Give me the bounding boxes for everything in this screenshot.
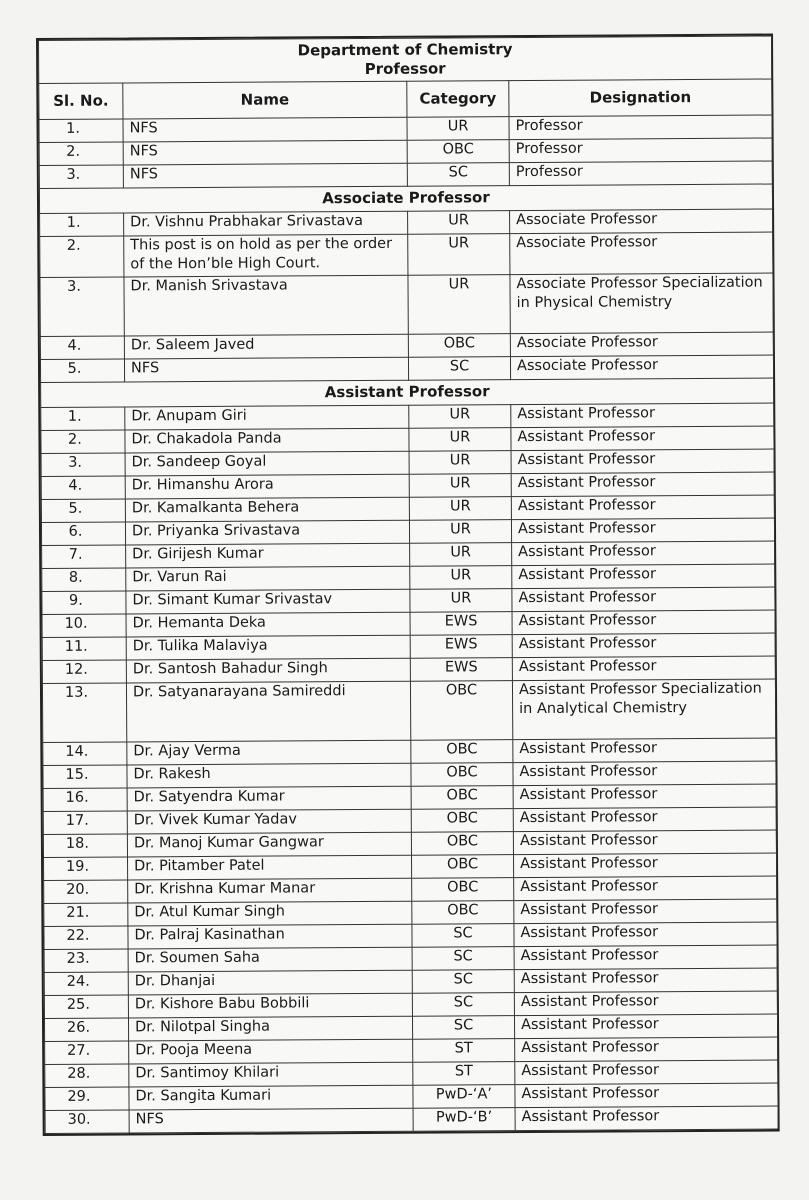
- cell-sl-no: 13.: [42, 683, 126, 743]
- cell-sl-no: 4.: [40, 336, 124, 360]
- cell-designation: Assistant Professor: [512, 656, 775, 681]
- cell-sl-no: 3.: [39, 165, 123, 189]
- cell-sl-no: 14.: [43, 742, 127, 766]
- header-category: Category: [407, 81, 509, 118]
- cell-category: OBC: [411, 763, 513, 787]
- cell-designation: Assistant Professor: [514, 968, 777, 993]
- cell-designation: Assistant Professor: [511, 495, 774, 520]
- cell-sl-no: 3.: [41, 453, 125, 477]
- cell-sl-no: 8.: [42, 568, 126, 592]
- cell-name: Dr. Sangita Kumari: [129, 1085, 413, 1110]
- cell-category: EWS: [410, 612, 512, 636]
- cell-sl-no: 1.: [39, 119, 123, 143]
- cell-name: Dr. Hemanta Deka: [126, 612, 410, 637]
- cell-sl-no: 23.: [44, 949, 128, 973]
- cell-name: Dr. Pitamber Patel: [128, 855, 412, 880]
- cell-designation: Assistant Professor: [514, 899, 777, 924]
- cell-sl-no: 2.: [39, 142, 123, 166]
- cell-name: Dr. Chakadola Panda: [125, 428, 409, 453]
- cell-sl-no: 18.: [43, 834, 127, 858]
- cell-name: Dr. Anupam Giri: [125, 405, 409, 430]
- cell-category: UR: [409, 474, 511, 498]
- cell-category: OBC: [407, 140, 509, 164]
- cell-sl-no: 24.: [44, 972, 128, 996]
- cell-sl-no: 5.: [41, 499, 125, 523]
- cell-designation: Assistant Professor: [513, 853, 776, 878]
- cell-name: Dr. Santosh Bahadur Singh: [126, 658, 410, 683]
- cell-category: ST: [413, 1039, 515, 1063]
- cell-sl-no: 11.: [42, 637, 126, 661]
- cell-sl-no: 2.: [40, 236, 124, 278]
- cell-designation: Assistant Professor: [512, 564, 775, 589]
- cell-category: UR: [410, 589, 512, 613]
- cell-name: NFS: [123, 140, 407, 165]
- cell-name: Dr. Krishna Kumar Manar: [128, 878, 412, 903]
- cell-category: OBC: [408, 334, 510, 358]
- cell-designation: Assistant Professor: [512, 541, 775, 566]
- cell-designation: Assistant Professor: [514, 922, 777, 947]
- cell-name: Dr. Himanshu Arora: [125, 474, 409, 499]
- cell-designation: Assistant Professor: [512, 610, 775, 635]
- cell-designation: Assistant Professor: [515, 1083, 778, 1108]
- cell-category: PwD-‘B’: [413, 1108, 515, 1132]
- cell-name: Dr. Pooja Meena: [129, 1039, 413, 1064]
- cell-category: EWS: [410, 635, 512, 659]
- cell-designation: Assistant Professor: [514, 876, 777, 901]
- cell-name: Dr. Kishore Babu Bobbili: [128, 993, 412, 1018]
- cell-category: SC: [412, 1016, 514, 1040]
- cell-designation: Professor: [509, 115, 772, 140]
- cell-sl-no: 20.: [44, 880, 128, 904]
- cell-designation: Assistant Professor: [513, 761, 776, 786]
- cell-name: Dr. Soumen Saha: [128, 947, 412, 972]
- cell-designation: Professor: [509, 138, 772, 163]
- header-designation: Designation: [509, 79, 772, 117]
- cell-category: SC: [412, 993, 514, 1017]
- cell-designation: Assistant Professor: [512, 633, 775, 658]
- cell-name: NFS: [129, 1108, 413, 1133]
- cell-category: UR: [408, 211, 510, 235]
- cell-designation: Assistant Professor: [514, 1014, 777, 1039]
- section-title: Assistant Professor: [41, 378, 774, 407]
- cell-name: Dr. Rakesh: [127, 763, 411, 788]
- cell-name: Dr. Manoj Kumar Gangwar: [127, 832, 411, 857]
- cell-category: OBC: [411, 809, 513, 833]
- table-row: [40, 273, 773, 336]
- cell-designation: Assistant Professor: [513, 830, 776, 855]
- cell-name: Dr. Kamalkanta Behera: [125, 497, 409, 522]
- cell-designation: Assistant Professor: [511, 472, 774, 497]
- cell-sl-no: 29.: [45, 1087, 129, 1111]
- cell-category: SC: [407, 163, 509, 187]
- cell-category: UR: [407, 117, 509, 141]
- cell-sl-no: 10.: [42, 614, 126, 638]
- table-body: [39, 115, 778, 1133]
- cell-designation: Assistant Professor Specialization in Analytical Chemistry: [512, 679, 775, 740]
- cell-category: PwD-‘A’: [413, 1085, 515, 1109]
- faculty-table: [38, 36, 779, 1134]
- cell-name: Dr. Priyanka Srivastava: [125, 520, 409, 545]
- table-row: [40, 232, 773, 277]
- cell-category: OBC: [411, 832, 513, 856]
- cell-category: UR: [409, 497, 511, 521]
- cell-name: Dr. Satyanarayana Samireddi: [126, 681, 410, 742]
- cell-sl-no: 2.: [41, 430, 125, 454]
- cell-sl-no: 25.: [44, 995, 128, 1019]
- cell-name: Dr. Atul Kumar Singh: [128, 901, 412, 926]
- cell-designation: Assistant Professor: [515, 1060, 778, 1085]
- cell-category: OBC: [411, 786, 513, 810]
- cell-designation: Assistant Professor: [512, 587, 775, 612]
- cell-name: This post is on hold as per the order of the Hon’ble High Court.: [124, 234, 408, 277]
- cell-sl-no: 22.: [44, 926, 128, 950]
- cell-name: Dr. Palraj Kasinathan: [128, 924, 412, 949]
- faculty-document: [36, 33, 780, 1135]
- cell-designation: Professor: [509, 161, 772, 186]
- cell-sl-no: 4.: [41, 476, 125, 500]
- cell-name: Dr. Vivek Kumar Yadav: [127, 809, 411, 834]
- cell-sl-no: 7.: [42, 545, 126, 569]
- cell-designation: Associate Professor Specialization in Physical Chemistry: [510, 273, 773, 334]
- cell-category: OBC: [411, 855, 513, 879]
- cell-name: Dr. Nilotpal Singha: [128, 1016, 412, 1041]
- cell-category: UR: [409, 520, 511, 544]
- cell-name: Dr. Girijesh Kumar: [126, 543, 410, 568]
- cell-sl-no: 1.: [41, 407, 125, 431]
- cell-designation: Assistant Professor: [513, 807, 776, 832]
- cell-category: EWS: [410, 658, 512, 682]
- cell-category: SC: [412, 947, 514, 971]
- cell-name: Dr. Dhanjai: [128, 970, 412, 995]
- cell-sl-no: 1.: [40, 213, 124, 237]
- cell-sl-no: 26.: [44, 1018, 128, 1042]
- cell-name: NFS: [124, 357, 408, 382]
- cell-name: Dr. Ajay Verma: [127, 740, 411, 765]
- cell-sl-no: 16.: [43, 788, 127, 812]
- cell-category: SC: [408, 357, 510, 381]
- cell-sl-no: 15.: [43, 765, 127, 789]
- cell-category: OBC: [411, 740, 513, 764]
- cell-sl-no: 28.: [45, 1064, 129, 1088]
- section-title: Associate Professor: [39, 184, 772, 213]
- section-title-professor: Professor: [364, 59, 446, 78]
- cell-category: SC: [412, 924, 514, 948]
- cell-category: SC: [412, 970, 514, 994]
- cell-designation: Assistant Professor: [514, 945, 777, 970]
- table-row: [45, 1106, 778, 1133]
- cell-sl-no: 3.: [40, 277, 124, 337]
- cell-category: UR: [410, 566, 512, 590]
- cell-designation: Assistant Professor: [511, 518, 774, 543]
- cell-sl-no: 12.: [42, 660, 126, 684]
- cell-category: UR: [409, 405, 511, 429]
- cell-sl-no: 27.: [45, 1041, 129, 1065]
- cell-designation: Associate Professor: [510, 332, 773, 357]
- cell-sl-no: 9.: [42, 591, 126, 615]
- cell-designation: Associate Professor: [510, 209, 773, 234]
- cell-name: NFS: [123, 163, 407, 188]
- cell-sl-no: 19.: [44, 857, 128, 881]
- cell-designation: Assistant Professor: [513, 784, 776, 809]
- cell-sl-no: 21.: [44, 903, 128, 927]
- cell-designation: Assistant Professor: [511, 426, 774, 451]
- cell-name: Dr. Varun Rai: [126, 566, 410, 591]
- header-name: Name: [123, 81, 407, 119]
- cell-category: UR: [409, 428, 511, 452]
- cell-name: Dr. Santimoy Khilari: [129, 1062, 413, 1087]
- cell-designation: Associate Professor: [510, 232, 773, 275]
- cell-designation: Assistant Professor: [514, 991, 777, 1016]
- cell-category: ST: [413, 1062, 515, 1086]
- cell-name: NFS: [123, 117, 407, 142]
- cell-designation: Assistant Professor: [515, 1037, 778, 1062]
- cell-designation: Assistant Professor: [511, 403, 774, 428]
- cell-designation: Assistant Professor: [515, 1106, 778, 1131]
- cell-sl-no: 30.: [45, 1110, 129, 1134]
- cell-category: UR: [408, 234, 510, 276]
- table-row: [42, 679, 775, 742]
- cell-name: Dr. Saleem Javed: [124, 334, 408, 359]
- cell-name: Dr. Sandeep Goyal: [125, 451, 409, 476]
- cell-sl-no: 17.: [43, 811, 127, 835]
- cell-designation: Assistant Professor: [513, 738, 776, 763]
- cell-category: OBC: [412, 901, 514, 925]
- cell-name: Dr. Vishnu Prabhakar Srivastava: [124, 211, 408, 236]
- cell-category: OBC: [412, 878, 514, 902]
- cell-sl-no: 5.: [40, 359, 124, 383]
- table-title-cell: [39, 36, 772, 83]
- cell-name: Dr. Simant Kumar Srivastav: [126, 589, 410, 614]
- cell-sl-no: 6.: [41, 522, 125, 546]
- cell-name: Dr. Manish Srivastava: [124, 275, 408, 336]
- header-sl-no: Sl. No.: [39, 83, 123, 120]
- cell-category: UR: [410, 543, 512, 567]
- cell-name: Dr. Tulika Malaviya: [126, 635, 410, 660]
- cell-category: OBC: [410, 681, 512, 741]
- cell-name: Dr. Satyendra Kumar: [127, 786, 411, 811]
- cell-category: UR: [408, 275, 510, 335]
- cell-designation: Assistant Professor: [511, 449, 774, 474]
- cell-category: UR: [409, 451, 511, 475]
- department-title: Department of Chemistry: [297, 40, 513, 60]
- cell-designation: Associate Professor: [510, 355, 773, 380]
